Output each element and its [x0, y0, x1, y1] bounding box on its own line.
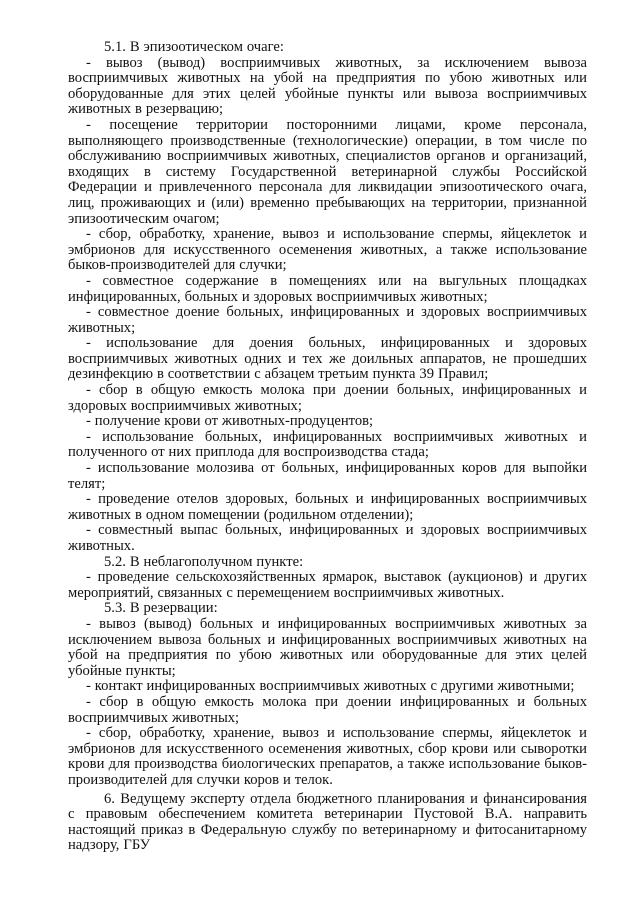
- list-item: - проведение сельскохозяйственных ярмарок, выставок (аукционов) и других мероприятий, связанных с перемещением восприимчивых животных.: [68, 569, 587, 601]
- list-item: - совместное содержание в помещениях или на выгульных площадках инфицированных, больных и здоровых восприимчивых животных;: [68, 272, 587, 305]
- section-5-1-heading: 5.1. В эпизоотическом очаге:: [104, 39, 284, 55]
- list-item: - получение крови от животных-продуцентов;: [86, 413, 374, 430]
- list-item: - использование для доения больных, инфицированных и здоровых восприимчивых животных одних и тех же доильных аппаратов, не прошедших дезинфекцию в соответствии с абзацем третьим пункта 39 Правил;: [68, 335, 587, 383]
- list-item: - сбор в общую емкость молока при доении инфицированных и больных восприимчивых животных;: [68, 693, 587, 726]
- list-item: - проведение отелов здоровых, больных и инфицированных восприимчивых животных в одном помещении (родильном отделении);: [68, 491, 587, 523]
- list-item: - сбор, обработку, хранение, вывоз и использование спермы, яйцеклеток и эмбрионов для искусственного осеменения животных, а также использование быков-производителей для случки;: [68, 226, 587, 274]
- list-item: - вывоз (вывод) больных и инфицированных восприимчивых животных за исключением вывоза больных и инфицированных восприимчивых животных на убой на предприятия по убою животных или оборудованные для этих целей убойные пункты;: [68, 615, 587, 679]
- section-5-3-heading: 5.3. В резервации:: [104, 600, 218, 617]
- list-item: - сбор в общую емкость молока при доении больных, инфицированных и здоровых восприимчивых животных;: [68, 382, 587, 414]
- list-item: - сбор, обработку, хранение, вывоз и использование спермы, яйцеклеток и эмбрионов для искусственного осеменения животных, сбор крови или сыворотки крови для производства биологических препаратов, а также использование быков-производителей для случки коров и телок.: [68, 725, 587, 788]
- section-5-2-heading: 5.2. В неблагополучном пункте:: [104, 553, 304, 570]
- list-item: - контакт инфицированных восприимчивых животных с другими животными;: [86, 678, 575, 695]
- list-item: - использование молозива от больных, инфицированных коров для выпойки телят;: [68, 460, 587, 492]
- list-item: - совместное доение больных, инфицированных и здоровых восприимчивых животных;: [68, 304, 587, 336]
- list-item: - посещение территории посторонними лицами, кроме персонала, выполняющего производственные (технологические) операции, в том числе по обслуживанию восприимчивых животных, специалистов органов и организаций, входящих в систему Государственной ветеринарной службы Российской Федерации и привлеченного персонала для ликвидации эпизоотического очага, лиц, проживающих и (или) временно пребывающих на территории, признанной эпизоотическим очагом;: [68, 116, 587, 227]
- list-item: - совместный выпас больных, инфицированных и здоровых восприимчивых животных.: [68, 522, 587, 554]
- list-item: - вывоз (вывод) восприимчивых животных, за исключением вывоза восприимчивых животных на убой на предприятия по убою животных или оборудованные для этих целей убойные пункты или вывоза восприимчивых животных в резервацию;: [68, 54, 587, 118]
- section-6-paragraph: 6. Ведущему эксперту отдела бюджетного планирования и финансирования с правовым обеспечением комитета ветеринарии Пустовой В.А. направить настоящий приказ в Федеральную службу по ветеринарному и фитосанитарному надзору, ГБУ: [68, 790, 587, 854]
- list-item: - использование больных, инфицированных восприимчивых животных и полученного от них приплода для воспроизводства стада;: [68, 428, 587, 461]
